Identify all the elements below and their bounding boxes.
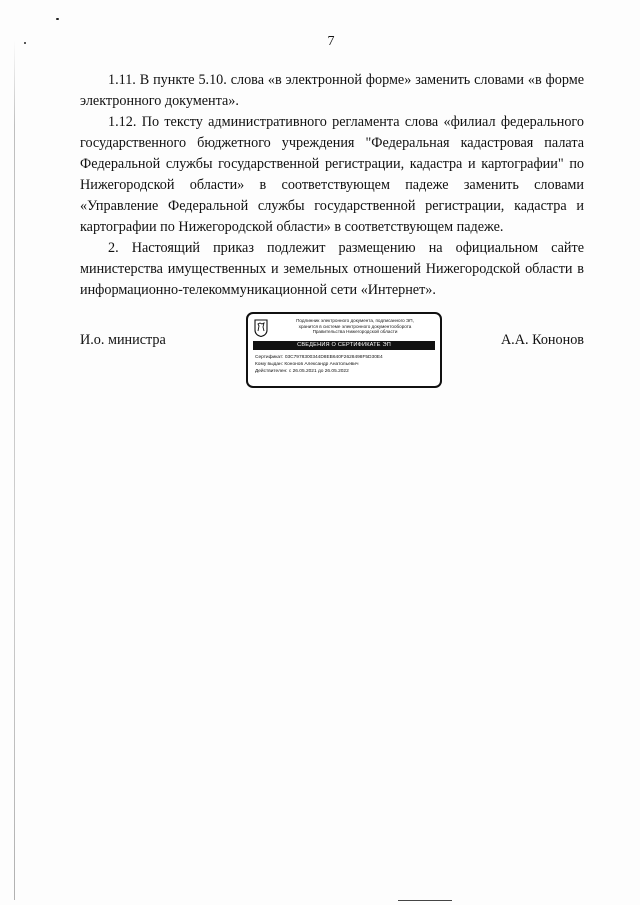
paragraph-1-11: 1.11. В пункте 5.10. слова «в электронной форме» заменить словами «в форме электронного документа». <box>80 72 584 109</box>
issued-to-label: Кому выдан: <box>255 362 283 367</box>
stamp-header-line: хранится в системе электронного документооборота <box>298 323 412 329</box>
paragraph-2: 2. Настоящий приказ подлежит размещению на официальном сайте министерства имущественных и земельных отношений Нижегородской области в информационно-телекоммуникационной сети «Интернет». <box>80 240 584 298</box>
issued-to-row <box>255 361 437 368</box>
page-number: 7 <box>327 34 335 49</box>
certificate-label: Сертификат: <box>255 355 284 360</box>
stamp-header <box>272 318 438 335</box>
paragraph-1-12: 1.12. По тексту административного регламента слова «филиал федерального государственного бюджетного учреждения "Федеральная кадастровая палата Федеральной службы государственной регистрации, кадастра и картографии" по Нижегородской области» в соответствующем падеже заменить словами «Управление Федеральной службы государственной регистрации, кадастра и картографии по Нижегородской области» в соответствующем падеже. <box>80 114 584 235</box>
stamp-banner: СВЕДЕНИЯ О СЕРТИФИКАТЕ ЭП <box>253 341 435 350</box>
coat-of-arms-icon <box>254 319 268 337</box>
stamp-details <box>255 354 437 375</box>
validity-label: Действителен: <box>255 369 288 374</box>
signer-title: И.о. министра <box>80 332 166 348</box>
validity-value: с 26.05.2021 до 26.05.2022 <box>288 369 349 374</box>
electronic-signature-stamp <box>246 312 442 388</box>
signature-block <box>80 318 584 400</box>
document-body <box>80 70 584 301</box>
scan-edge-shadow <box>14 40 15 900</box>
stamp-header-line: Правительства Нижегородской области <box>312 329 398 335</box>
footer-rule <box>398 900 452 901</box>
validity-row <box>255 368 437 375</box>
issued-to-value: Кононов Александр Анатольевич <box>284 362 359 367</box>
certificate-value: 03C7978300344D8EB640F2628498F5D30E4 <box>284 355 383 360</box>
certificate-row <box>255 354 437 361</box>
stamp-header-line: Подлинник электронного документа, подписанного ЭП, <box>296 318 414 323</box>
scan-speck <box>56 18 59 20</box>
signer-name: А.А. Кононов <box>500 332 584 348</box>
